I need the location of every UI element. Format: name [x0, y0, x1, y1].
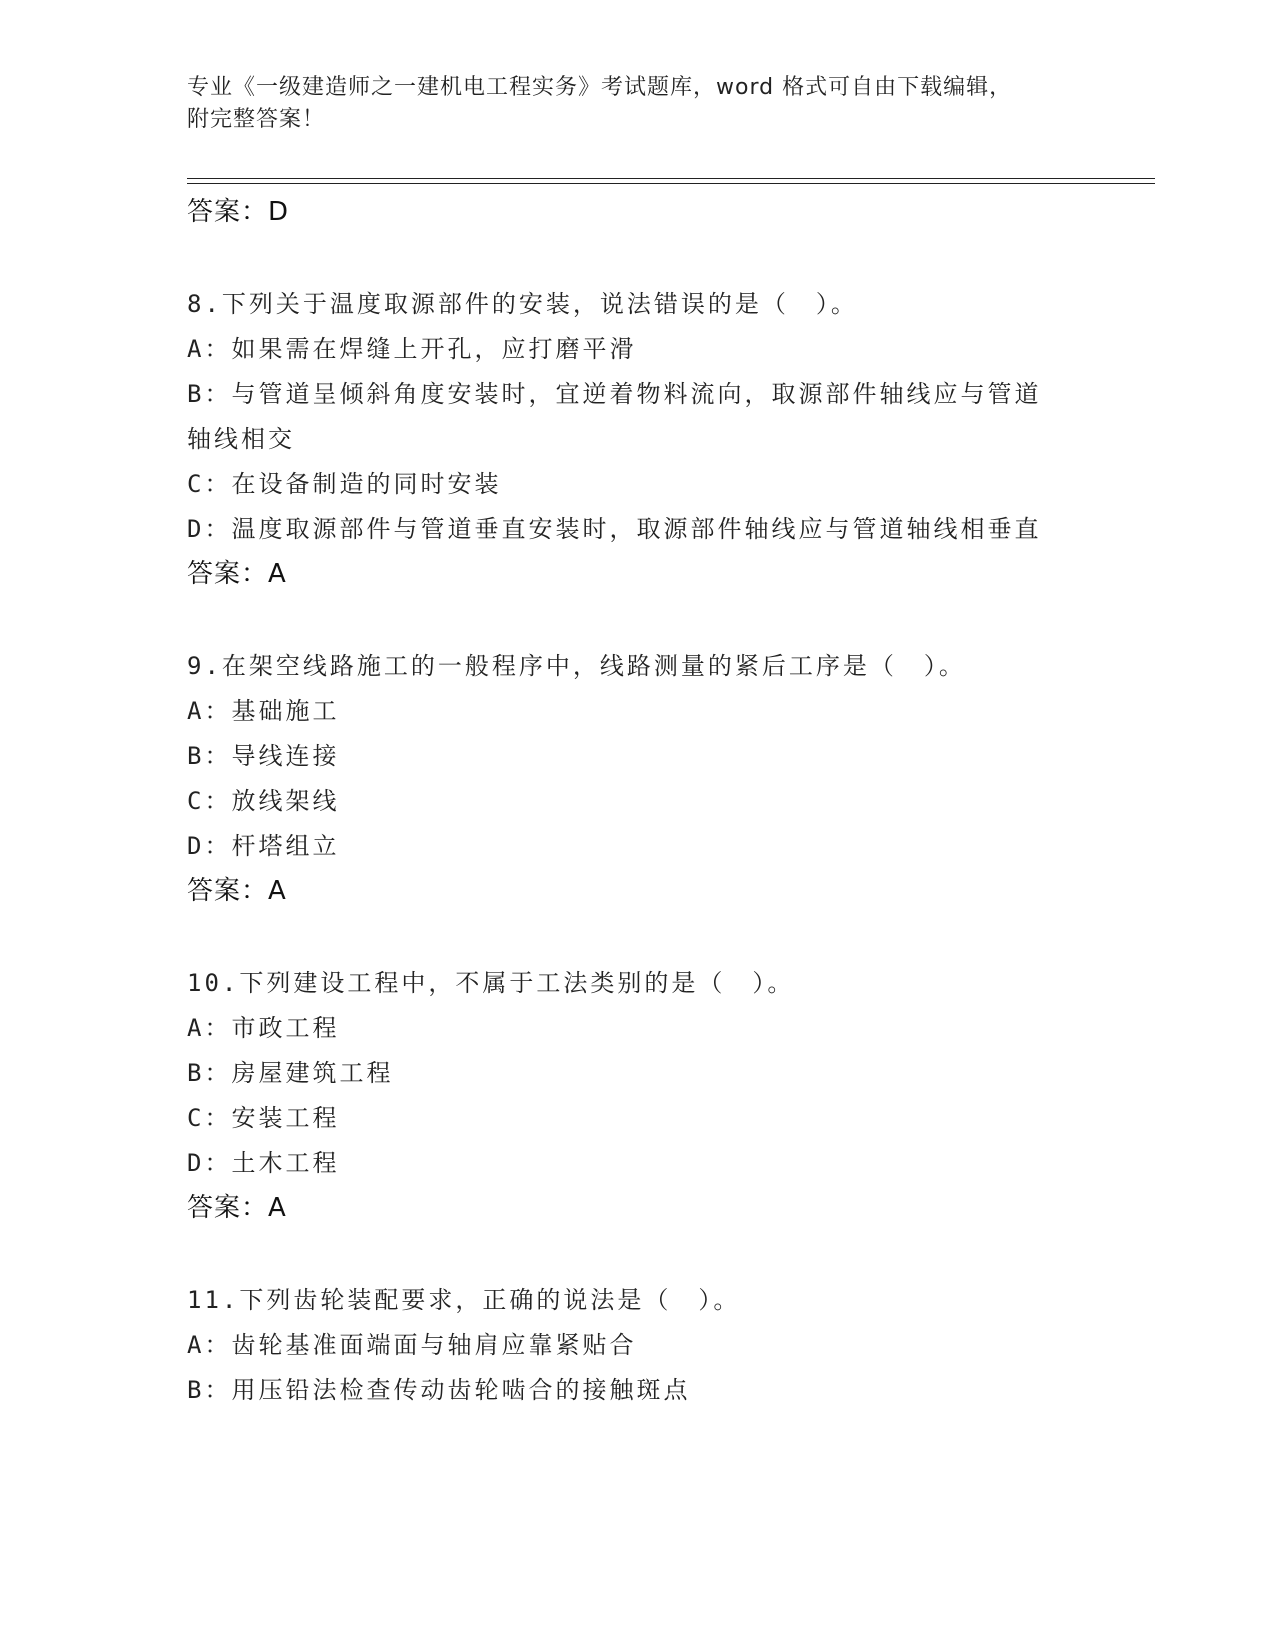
option-b: B：房屋建筑工程	[187, 1059, 394, 1087]
header-line-2: 附完整答案！	[187, 107, 326, 132]
answer: 答案：A	[187, 1193, 287, 1223]
spacer	[187, 597, 1087, 644]
option-a: A：如果需在焊缝上开孔，应打磨平滑	[187, 335, 637, 363]
question-11	[187, 1278, 1087, 1413]
option-c: C：在设备制造的同时安装	[187, 470, 502, 498]
header-divider-bottom	[187, 183, 1155, 184]
spacer	[187, 914, 1087, 961]
option-a: A：齿轮基准面端面与轴肩应靠紧贴合	[187, 1331, 637, 1359]
question-stem: 11.下列齿轮装配要求，正确的说法是（ ）。	[187, 1286, 741, 1314]
question-stem: 8.下列关于温度取源部件的安装，说法错误的是（ ）。	[187, 290, 858, 318]
question-stem: 10.下列建设工程中，不属于工法类别的是（ ）。	[187, 969, 795, 997]
spacer	[187, 1231, 1087, 1278]
spacer	[187, 235, 1087, 282]
option-d: D：温度取源部件与管道垂直安装时，取源部件轴线应与管道轴线相垂直	[187, 515, 1042, 543]
option-d: D：土木工程	[187, 1149, 340, 1177]
option-b: B：用压铅法检查传动齿轮啮合的接触斑点	[187, 1376, 691, 1404]
previous-answer: 答案：D	[187, 197, 290, 227]
option-c: C：安装工程	[187, 1104, 340, 1132]
option-b: B：与管道呈倾斜角度安装时，宜逆着物料流向，取源部件轴线应与管道轴线相交	[187, 380, 1042, 453]
option-d: D：杆塔组立	[187, 832, 340, 860]
question-8	[187, 282, 1087, 597]
header-divider-top	[187, 178, 1155, 179]
option-a: A：基础施工	[187, 697, 340, 725]
option-b: B：导线连接	[187, 742, 340, 770]
answer: 答案：A	[187, 876, 287, 906]
document-header	[187, 72, 1067, 136]
answer: 答案：A	[187, 559, 287, 589]
question-stem: 9.在架空线路施工的一般程序中，线路测量的紧后工序是（ ）。	[187, 652, 966, 680]
header-line-1: 专业《一级建造师之一建机电工程实务》考试题库，word 格式可自由下载编辑，	[187, 75, 1013, 100]
question-10	[187, 961, 1087, 1231]
question-list	[187, 190, 1087, 1413]
question-9	[187, 644, 1087, 914]
option-a: A：市政工程	[187, 1014, 340, 1042]
option-c: C：放线架线	[187, 787, 340, 815]
